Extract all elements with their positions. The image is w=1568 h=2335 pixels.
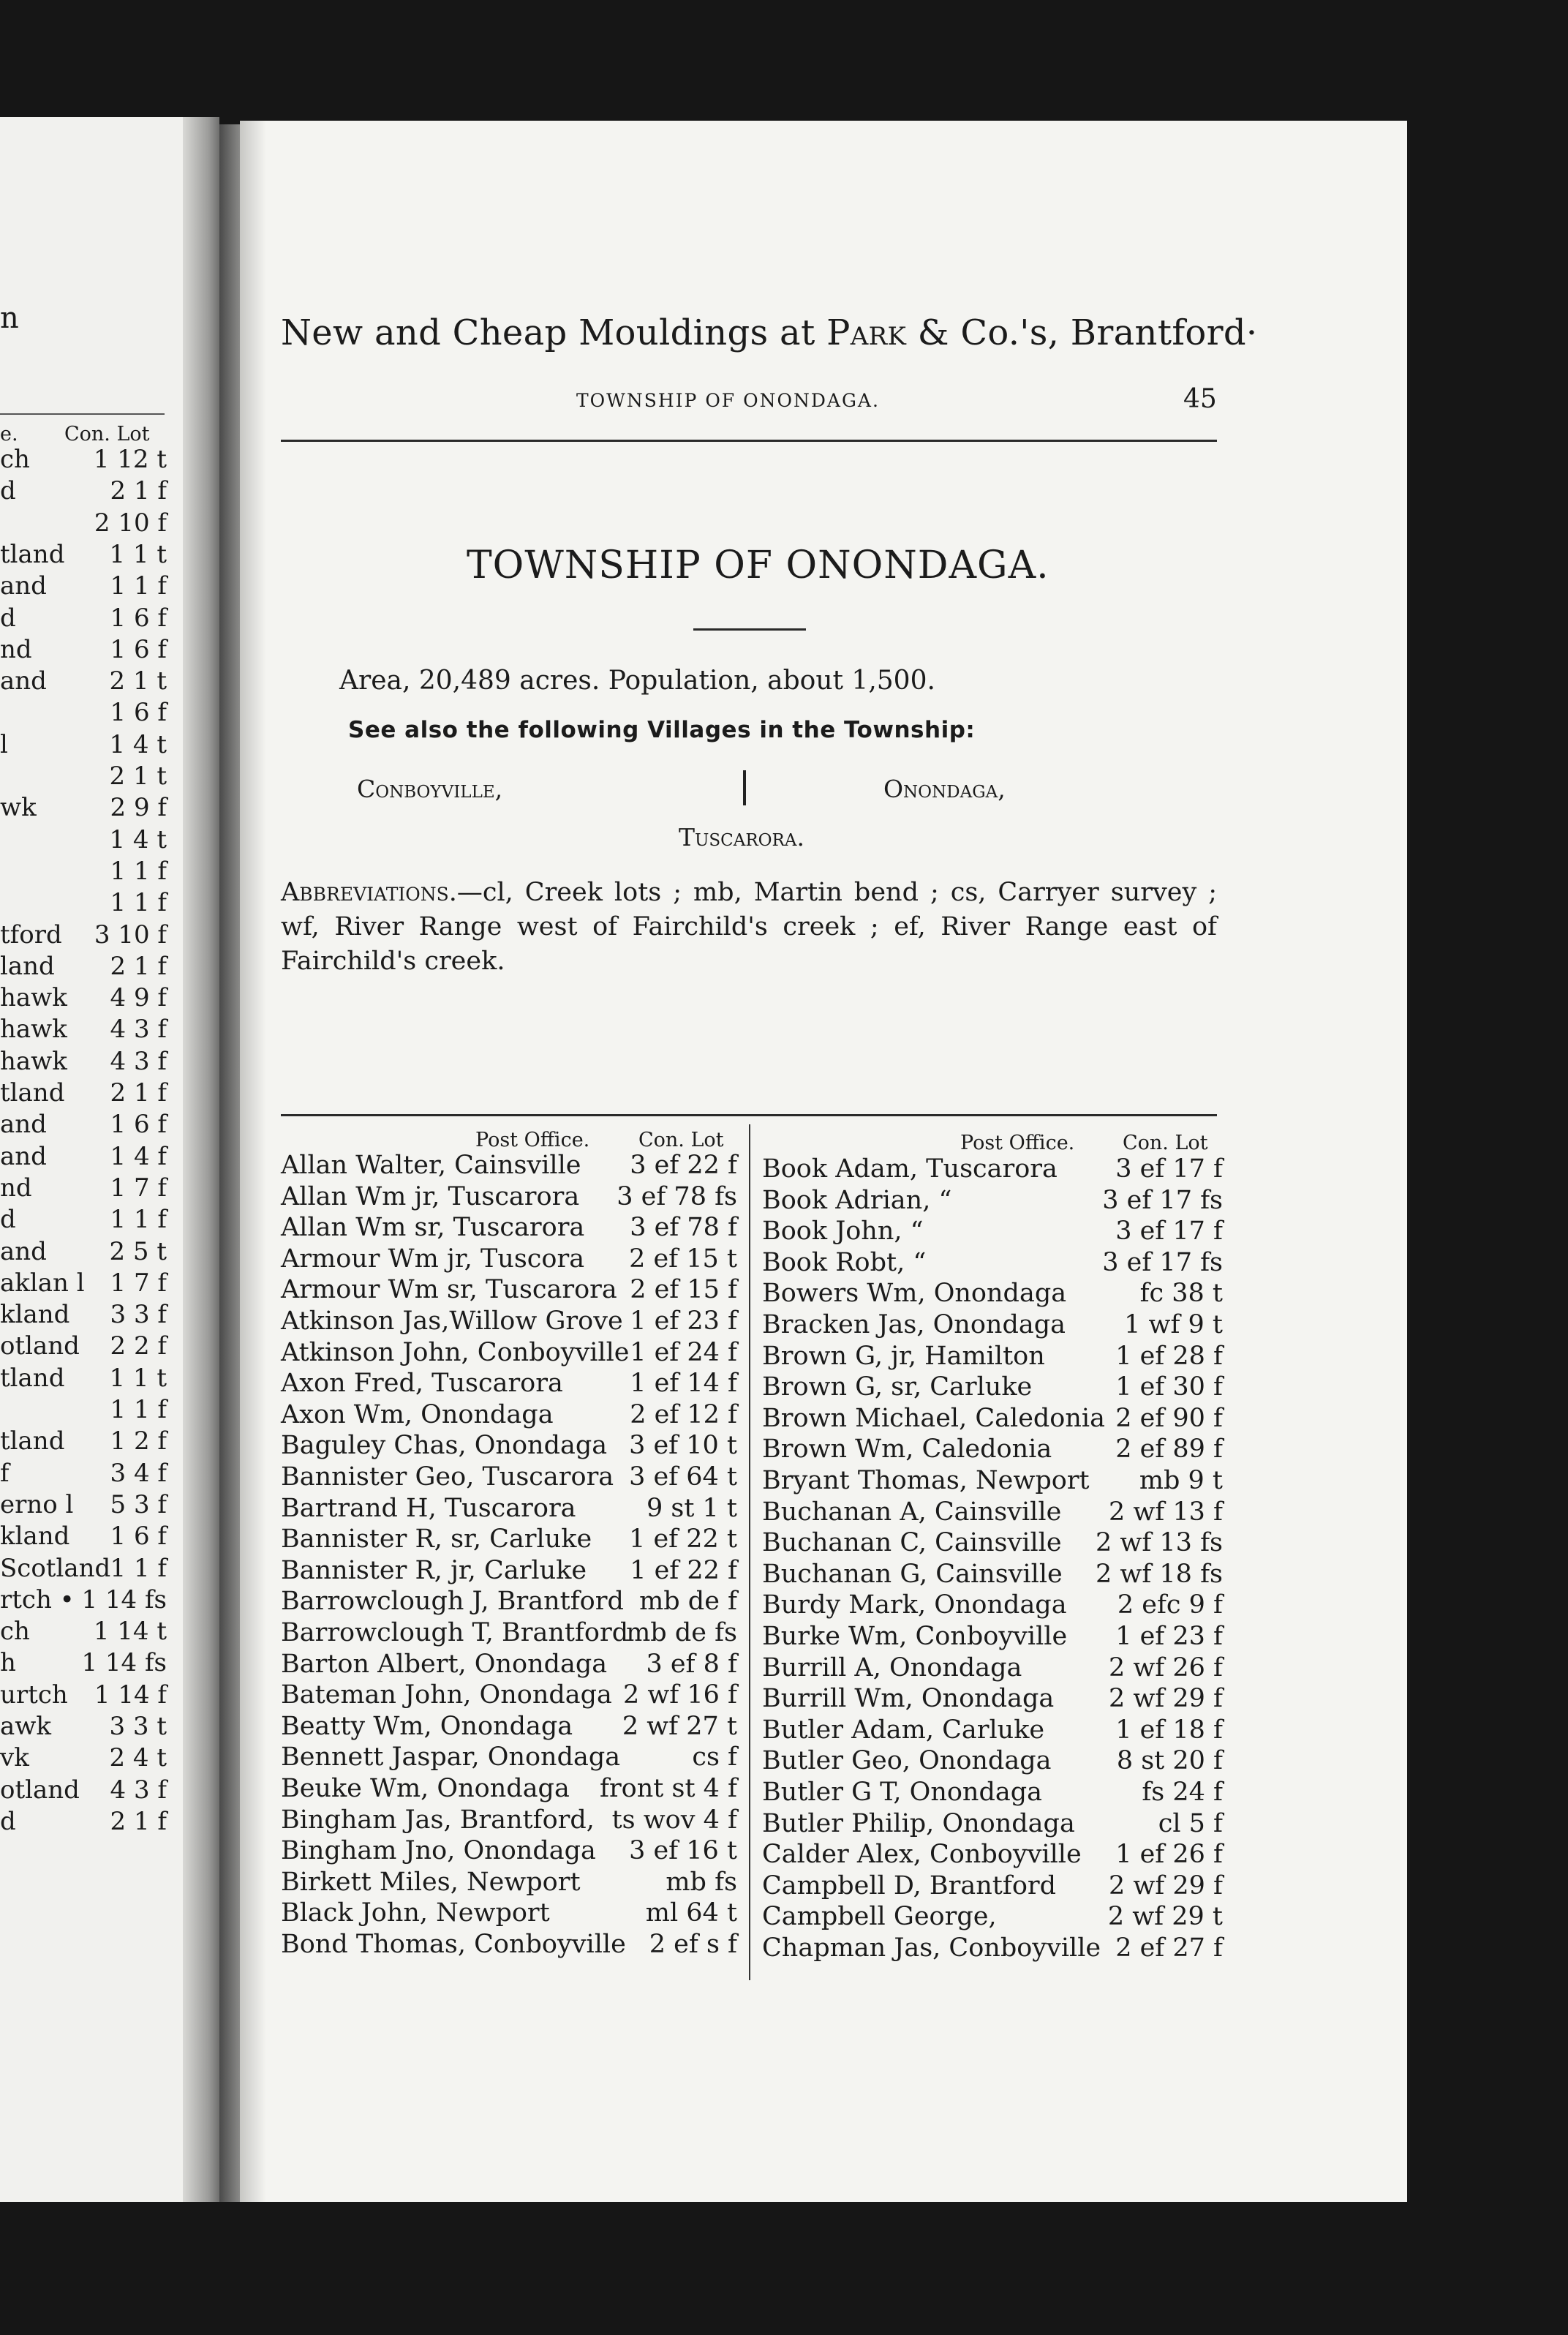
left-page-rule — [0, 413, 165, 415]
entry-name: Book John, “ — [762, 1217, 924, 1247]
left-page-header-right: Con. Lot — [64, 423, 150, 445]
entry-name: Burke Wm, Conboyville — [762, 1622, 1068, 1651]
entry-con-lot: 1 ef 23 f — [630, 1306, 737, 1336]
entry-name: Bannister R, sr, Carluke — [281, 1524, 592, 1554]
entry-name: Baguley Chas, Onondaga — [281, 1431, 608, 1461]
left-page-row-value: 1 14 fs — [81, 1648, 167, 1678]
left-page-row-value: 3 10 f — [94, 920, 167, 950]
left-page-row-value: 1 6 f — [110, 1522, 167, 1552]
left-page-row-value: 1 6 f — [110, 1110, 167, 1140]
entry-name: Brown Michael, Caledonia — [762, 1403, 1105, 1433]
left-page-row-value: 2 2 f — [110, 1331, 167, 1361]
left-page-row-value: 2 5 t — [109, 1236, 167, 1266]
left-page-row-value: 1 1 f — [110, 1205, 167, 1235]
left-page-row-value: 1 1 f — [110, 856, 167, 886]
entry-name: Book Adrian, “ — [762, 1185, 952, 1215]
entry-name: Brown Wm, Caledonia — [762, 1435, 1052, 1464]
left-page-row-name: h — [0, 1648, 16, 1678]
left-col-header-con-lot: Con. Lot — [638, 1129, 724, 1151]
see-also-heading: See also the following Villages in the Township: — [348, 717, 976, 743]
left-page-row-value: 1 4 t — [109, 729, 167, 759]
left-page-row-name: rtch • — [0, 1584, 75, 1614]
left-page-row-name: ch — [0, 1617, 30, 1647]
left-page-row-value: 4 9 f — [110, 983, 167, 1013]
entry-con-lot: 3 ef 17 fs — [1102, 1185, 1223, 1215]
entry-con-lot: 2 ef s f — [649, 1930, 737, 1959]
left-page-row-value: 1 14 f — [94, 1680, 167, 1710]
left-page-row-value: 1 2 f — [110, 1426, 167, 1456]
entry-name: Brown G, jr, Hamilton — [762, 1341, 1045, 1371]
entry-con-lot: 3 ef 78 fs — [617, 1181, 737, 1211]
left-page-row-value: 1 4 t — [109, 824, 167, 854]
entry-name: Bryant Thomas, Newport — [762, 1466, 1090, 1495]
entry-con-lot: 1 ef 22 f — [630, 1555, 737, 1585]
entry-con-lot: 2 wf 13 f — [1108, 1497, 1223, 1527]
left-page-row-value: 4 3 f — [110, 1046, 167, 1076]
right-col-header-con-lot: Con. Lot — [1123, 1132, 1208, 1154]
village-separator — [743, 770, 746, 805]
entry-con-lot: mb de f — [639, 1587, 737, 1617]
entry-con-lot: 3 ef 16 t — [629, 1836, 737, 1866]
entry-name: Barrowclough T, Brantford — [281, 1618, 629, 1647]
running-title: TOWNSHIP OF ONONDAGA. — [576, 390, 880, 411]
entry-con-lot: 2 wf 26 f — [1108, 1652, 1223, 1682]
left-page-row-name: l — [0, 729, 8, 759]
entry-name: Burrill Wm, Onondaga — [762, 1684, 1055, 1714]
entry-name: Book Adam, Tuscarora — [762, 1154, 1058, 1184]
left-page-row-name: nd — [0, 634, 32, 664]
entry-name: Buchanan C, Cainsville — [762, 1528, 1062, 1558]
left-page-row-name: Scotland — [0, 1553, 111, 1583]
entry-con-lot: 3 ef 10 t — [629, 1431, 737, 1461]
entry-con-lot: 1 ef 18 f — [1115, 1715, 1223, 1745]
entry-name: Campbell George, — [762, 1902, 997, 1932]
entry-con-lot: 2 ef 12 f — [630, 1399, 737, 1429]
left-page-row-value: 1 1 f — [110, 888, 167, 918]
right-col-header-post-office: Post Office. — [960, 1132, 1075, 1154]
left-page-row-value: 1 7 f — [110, 1268, 167, 1298]
left-page-row-value: 2 10 f — [94, 508, 167, 538]
abbreviations-label: Abbreviations. — [281, 878, 457, 907]
entry-con-lot: 2 wf 13 fs — [1095, 1528, 1223, 1558]
entry-con-lot: 2 wf 29 f — [1108, 1684, 1223, 1714]
entry-name: Black John, Newport — [281, 1898, 550, 1928]
entry-con-lot: fs 24 f — [1142, 1778, 1223, 1807]
left-page-row-value: 1 4 f — [110, 1141, 167, 1171]
left-page-row-name: land — [0, 951, 55, 981]
abbreviations-text: —cl, Creek lots ; mb, Martin bend ; cs, Carryer survey ; wf, River Range west of Fairchild's creek ; ef, River Range east of Fairchild's creek. — [281, 878, 1217, 976]
left-page-row-name: otland — [0, 1331, 80, 1361]
left-facing-page — [0, 117, 219, 2202]
left-page-row-value: 2 1 f — [110, 1806, 167, 1836]
entry-name: Axon Wm, Onondaga — [281, 1399, 554, 1429]
left-page-row-name: d — [0, 603, 16, 633]
left-page-row-name: erno l — [0, 1489, 74, 1519]
left-page-row-value: 2 4 t — [109, 1743, 167, 1773]
area-population-line: Area, 20,489 acres. Population, about 1,500. — [339, 666, 935, 696]
entry-con-lot: 2 ef 15 t — [629, 1244, 737, 1274]
entry-con-lot: ml 64 t — [645, 1898, 737, 1928]
entry-con-lot: 1 ef 14 f — [630, 1369, 737, 1399]
left-page-row-value: 1 6 f — [110, 603, 167, 633]
left-page-row-name: tford — [0, 920, 62, 950]
entry-name: Bannister Geo, Tuscarora — [281, 1462, 614, 1492]
entry-name: Atkinson John, Conboyville — [281, 1337, 630, 1367]
left-page-row-value: 4 3 f — [110, 1015, 167, 1045]
left-page-row-name: otland — [0, 1775, 80, 1805]
left-page-header-left: e. — [0, 423, 18, 445]
entry-con-lot: 2 ef 90 f — [1115, 1403, 1223, 1433]
advert-line — [281, 312, 1257, 353]
entry-name: Chapman Jas, Conboyville — [762, 1933, 1101, 1963]
column-divider — [749, 1124, 750, 1980]
left-page-row-value: 5 3 f — [110, 1489, 167, 1519]
entry-con-lot: 3 ef 8 f — [646, 1649, 737, 1679]
village-onondaga: Onondaga, — [883, 775, 1006, 803]
entry-name: Atkinson Jas,Willow Grove — [281, 1306, 623, 1336]
left-page-row-name: vk — [0, 1743, 29, 1773]
advert-suffix: & Co.'s, Brantford· — [917, 312, 1258, 353]
left-page-row-name: aklan l — [0, 1268, 85, 1298]
left-page-row-name: tland — [0, 539, 65, 569]
advert-company: Park — [826, 312, 907, 353]
entry-name: Barton Albert, Onondaga — [281, 1649, 608, 1679]
left-page-row-name: kland — [0, 1522, 70, 1552]
left-page-row-value: 2 1 t — [109, 666, 167, 696]
entry-name: Birkett Miles, Newport — [281, 1867, 581, 1897]
entry-name: Bond Thomas, Conboyville — [281, 1930, 626, 1959]
left-page-row-value: 2 1 f — [110, 1078, 167, 1108]
section-title: TOWNSHIP OF ONONDAGA. — [467, 544, 1049, 587]
entry-con-lot: 2 efc 9 f — [1117, 1590, 1223, 1620]
left-page-row-value: 3 3 f — [110, 1300, 167, 1330]
entry-con-lot: 1 ef 24 f — [630, 1337, 737, 1367]
entry-con-lot: 1 ef 26 f — [1115, 1840, 1223, 1870]
left-page-letter: n — [0, 301, 19, 335]
entry-con-lot: 3 ef 17 f — [1115, 1217, 1223, 1247]
main-page — [240, 121, 1407, 2202]
entry-name: Beatty Wm, Onondaga — [281, 1711, 573, 1741]
entry-name: Axon Fred, Tuscarora — [281, 1369, 563, 1399]
left-page-row-name: kland — [0, 1300, 70, 1330]
entry-name: Allan Wm sr, Tuscarora — [281, 1213, 585, 1243]
entry-con-lot: 2 wf 16 f — [622, 1680, 737, 1710]
left-page-row-value: 4 3 f — [110, 1775, 167, 1805]
left-page-row-value: 1 1 f — [110, 1553, 167, 1583]
left-page-row-value: 3 4 f — [110, 1458, 167, 1488]
entry-name: Bannister R, jr, Carluke — [281, 1555, 587, 1585]
entry-con-lot: 1 wf 9 t — [1124, 1310, 1223, 1339]
entry-name: Bartrand H, Tuscarora — [281, 1493, 576, 1523]
left-page-row-value: 2 1 f — [110, 476, 167, 506]
entry-con-lot: 9 st 1 t — [646, 1493, 737, 1523]
entry-name: Bennett Jaspar, Onondaga — [281, 1742, 621, 1772]
entry-con-lot: 2 wf 18 fs — [1095, 1559, 1223, 1589]
village-tuscarora: Tuscarora. — [679, 823, 804, 851]
left-page-row-value: 1 6 f — [110, 698, 167, 728]
entry-name: Burrill A, Onondaga — [762, 1652, 1022, 1682]
entry-name: Burdy Mark, Onondaga — [762, 1590, 1067, 1620]
left-page-row-value: 1 14 fs — [81, 1584, 167, 1614]
entry-con-lot: 3 ef 64 t — [629, 1462, 737, 1492]
page-number: 45 — [1183, 384, 1217, 414]
entry-con-lot: 3 ef 17 f — [1115, 1154, 1223, 1184]
entry-con-lot: 2 wf 29 f — [1108, 1870, 1223, 1900]
left-page-row-name: and — [0, 1110, 47, 1140]
entry-con-lot: 2 ef 15 f — [630, 1275, 737, 1305]
left-page-row-name: hawk — [0, 983, 67, 1013]
left-page-row-value: 1 12 t — [93, 445, 167, 474]
entry-name: Campbell D, Brantford — [762, 1870, 1057, 1900]
abbreviations-paragraph — [281, 876, 1217, 979]
entry-name: Calder Alex, Conboyville — [762, 1840, 1082, 1870]
entry-con-lot: 1 ef 23 f — [1115, 1622, 1223, 1651]
left-page-row-value: 1 1 f — [110, 1395, 167, 1424]
left-page-row-name: wk — [0, 793, 37, 823]
entry-con-lot: 1 ef 30 f — [1115, 1372, 1223, 1402]
left-page-row-name: d — [0, 1205, 16, 1235]
village-conboyville: Conboyville, — [357, 775, 503, 803]
left-page-row-value: 2 1 t — [109, 762, 167, 791]
entry-name: Bingham Jno, Onondaga — [281, 1836, 596, 1866]
left-page-row-name: d — [0, 1806, 16, 1836]
entry-con-lot: 2 ef 89 f — [1115, 1435, 1223, 1464]
header-rule — [281, 440, 1217, 442]
entry-con-lot: front st 4 f — [600, 1774, 737, 1803]
left-page-row-name: and — [0, 1141, 47, 1171]
advert-prefix: New and Cheap Mouldings at — [281, 312, 815, 353]
entry-con-lot: mb 9 t — [1139, 1466, 1223, 1495]
left-page-row-name: awk — [0, 1712, 51, 1741]
book-spine — [219, 124, 240, 2202]
left-page-row-value: 3 3 t — [109, 1712, 167, 1741]
left-page-row-value: 1 1 t — [109, 1363, 167, 1393]
left-col-header-post-office: Post Office. — [475, 1129, 590, 1151]
left-page-row-value: 1 1 t — [109, 539, 167, 569]
entry-con-lot: 2 ef 27 f — [1115, 1933, 1223, 1963]
entry-name: Bowers Wm, Onondaga — [762, 1279, 1067, 1309]
table-rule — [281, 1114, 1217, 1116]
entry-name: Butler Geo, Onondaga — [762, 1746, 1052, 1776]
left-page-row-name: hawk — [0, 1015, 67, 1045]
left-page-row-name: tland — [0, 1078, 65, 1108]
entry-name: Allan Wm jr, Tuscarora — [281, 1181, 580, 1211]
entry-name: Bingham Jas, Brantford, — [281, 1805, 595, 1835]
left-page-row-value: 2 1 f — [110, 951, 167, 981]
left-page-row-name: hawk — [0, 1046, 67, 1076]
entry-con-lot: 2 wf 29 t — [1107, 1902, 1223, 1932]
left-page-row-name: f — [0, 1458, 10, 1488]
entry-con-lot: 2 wf 27 t — [622, 1711, 737, 1741]
left-page-row-name: ch — [0, 445, 30, 474]
entry-con-lot: 3 ef 17 fs — [1102, 1247, 1223, 1277]
left-page-gutter — [183, 117, 219, 2202]
entry-con-lot: mb de fs — [626, 1618, 737, 1647]
entry-name: Butler Adam, Carluke — [762, 1715, 1045, 1745]
entry-name: Bracken Jas, Onondaga — [762, 1310, 1066, 1339]
entry-name: Butler Philip, Onondaga — [762, 1808, 1075, 1838]
left-page-row-name: and — [0, 1236, 47, 1266]
entry-con-lot: 3 ef 22 f — [630, 1151, 737, 1180]
page-inner-shadow — [240, 121, 266, 2202]
left-page-row-value: 1 1 f — [110, 571, 167, 601]
left-page-row-name: nd — [0, 1173, 32, 1203]
left-page-row-value: 1 7 f — [110, 1173, 167, 1203]
entry-con-lot: mb fs — [666, 1867, 737, 1897]
left-page-row-name: and — [0, 571, 47, 601]
left-page-row-name: and — [0, 666, 47, 696]
title-rule — [693, 628, 806, 631]
entry-con-lot: ts wov 4 f — [611, 1805, 737, 1835]
entry-name: Beuke Wm, Onondaga — [281, 1774, 570, 1803]
entry-name: Armour Wm sr, Tuscarora — [281, 1275, 617, 1305]
entry-name: Barrowclough J, Brantford — [281, 1587, 624, 1617]
entry-name: Bateman John, Onondaga — [281, 1680, 612, 1710]
left-page-row-name: urtch — [0, 1680, 68, 1710]
left-page-row-value: 1 6 f — [110, 634, 167, 664]
entry-con-lot: 1 ef 22 t — [629, 1524, 737, 1554]
entry-name: Buchanan G, Cainsville — [762, 1559, 1063, 1589]
left-page-row-name: d — [0, 476, 16, 506]
left-page-row-name: tland — [0, 1363, 65, 1393]
entry-name: Armour Wm jr, Tuscora — [281, 1244, 585, 1274]
entry-con-lot: cs f — [692, 1742, 737, 1772]
entry-con-lot: 3 ef 78 f — [630, 1213, 737, 1243]
left-page-row-value: 2 9 f — [110, 793, 167, 823]
entry-con-lot: cl 5 f — [1158, 1808, 1223, 1838]
entry-name: Brown G, sr, Carluke — [762, 1372, 1033, 1402]
left-page-row-value: 1 14 t — [93, 1617, 167, 1647]
entry-con-lot: 1 ef 28 f — [1115, 1341, 1223, 1371]
entry-name: Butler G T, Onondaga — [762, 1778, 1043, 1807]
entry-name: Allan Walter, Cainsville — [281, 1151, 581, 1180]
entry-con-lot: 8 st 20 f — [1116, 1746, 1223, 1776]
entry-con-lot: fc 38 t — [1139, 1279, 1223, 1309]
left-page-row-name: tland — [0, 1426, 65, 1456]
entry-name: Book Robt, “ — [762, 1247, 927, 1277]
entry-name: Buchanan A, Cainsville — [762, 1497, 1062, 1527]
